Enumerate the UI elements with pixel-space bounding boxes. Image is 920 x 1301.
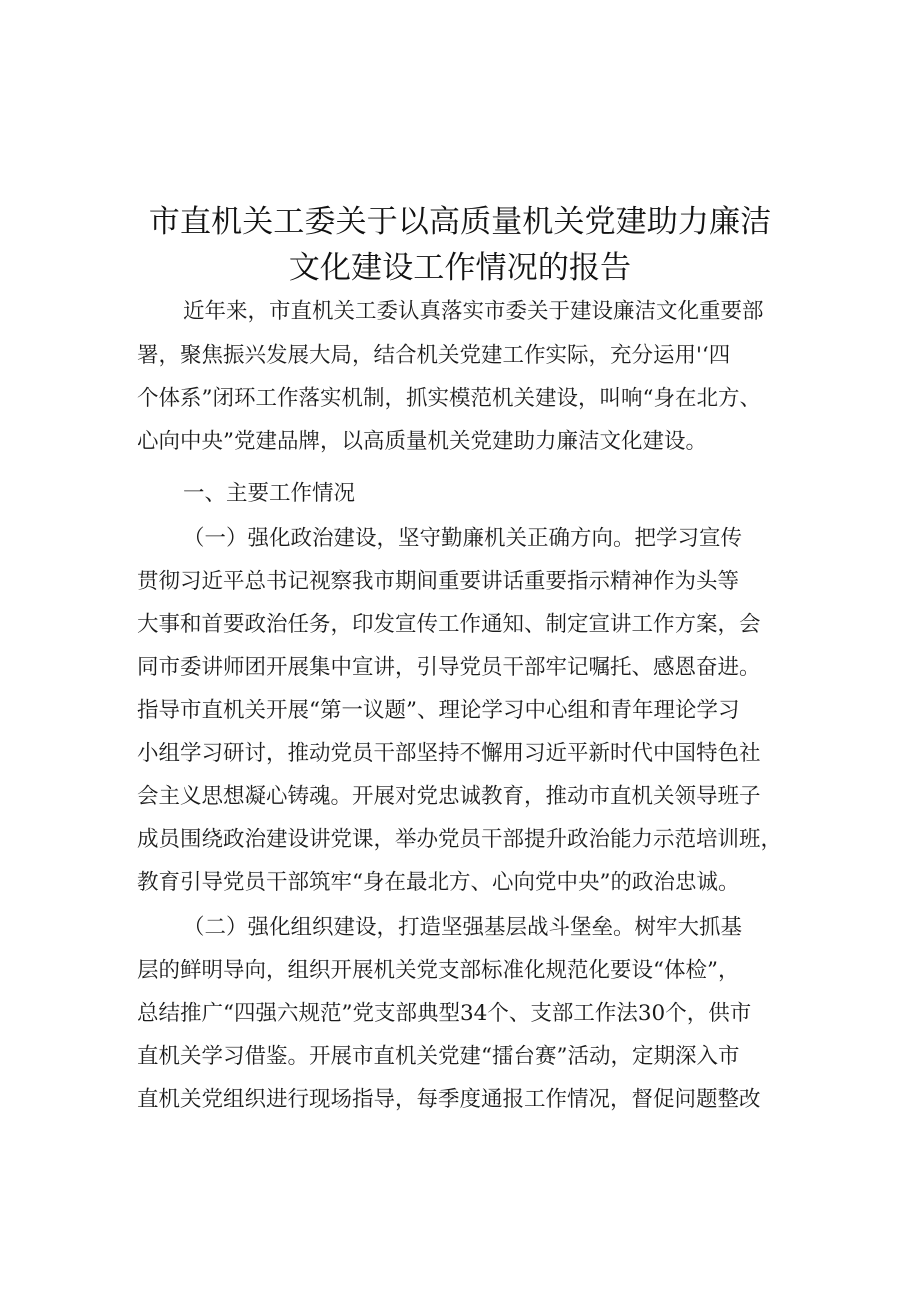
- paragraph-intro-line-2: 署，聚焦振兴发展大局，结合机关党建工作实际，充分运用'‘四: [137, 343, 731, 368]
- paragraph-2-line-3: 总结推广“四强六规范”党支部典型34个、支部工作法30个，供市: [137, 1001, 752, 1026]
- paragraph-intro-line-3: 个体系”闭环工作落实机制，抓实模范机关建设，叫响“身在北方、: [137, 386, 761, 411]
- paragraph-1-line-6: 小组学习研讨，推动党员干部坚持不懈用习近平新时代中国特色社: [137, 741, 761, 766]
- paragraph-2-line-5: 直机关党组织进行现场指导，每季度通报工作情况，督促问题整改: [137, 1087, 761, 1112]
- report-title-line-2: 文化建设工作情况的报告: [288, 250, 632, 286]
- paragraph-2-line-1: （二）强化组织建设，打造坚强基层战斗堡垒。树牢大抓基: [183, 915, 743, 940]
- paragraph-1-line-9: 教育引导党员干部筑牢“身在最北方、心向党中央”的政治忠诚。: [137, 870, 740, 895]
- paragraph-1-line-7: 会主义思想凝心铸魂。开展对党忠诚教育，推动市直机关领导班子: [137, 784, 761, 809]
- paragraph-1-line-8: 成员围绕政治建设讲党课，举办党员干部提升政治能力示范培训班，: [137, 827, 783, 852]
- paragraph-1-line-1: （一）强化政治建设，坚守勤廉机关正确方向。把学习宣传: [183, 526, 743, 551]
- paragraph-intro-line-4: 心向中央”党建品牌，以高质量机关党建助力廉洁文化建设。: [137, 429, 707, 454]
- paragraph-1-line-5: 指导市直机关开展“第一议题”、理论学习中心组和青年理论学习: [137, 698, 740, 723]
- paragraph-2-line-4: 直机关学习借鉴。开展市直机关党建“擂台赛”活动，定期深入市: [137, 1044, 740, 1069]
- paragraph-1-line-3: 大事和首要政治任务，印发宣传工作通知、制定宣讲工作方案，会: [137, 612, 761, 637]
- paragraph-1-line-4: 同市委讲师团开展集中宣讲，引导党员干部牢记嘱托、感恩奋进。: [137, 655, 761, 680]
- paragraph-2-line-2: 层的鲜明导向，组织开展机关党支部标准化规范化要设“体检”，: [137, 958, 740, 983]
- report-title-line-1: 市直机关工委关于以高质量机关党建助力廉洁: [148, 204, 772, 240]
- paragraph-intro-line-1: 近年来，市直机关工委认真落实市委关于建设廉洁文化重要部: [183, 299, 764, 324]
- section-heading: 一、主要工作情况: [183, 481, 356, 506]
- paragraph-1-line-2: 贯彻习近平总书记视察我市期间重要讲话重要指示精神作为头等: [137, 569, 740, 594]
